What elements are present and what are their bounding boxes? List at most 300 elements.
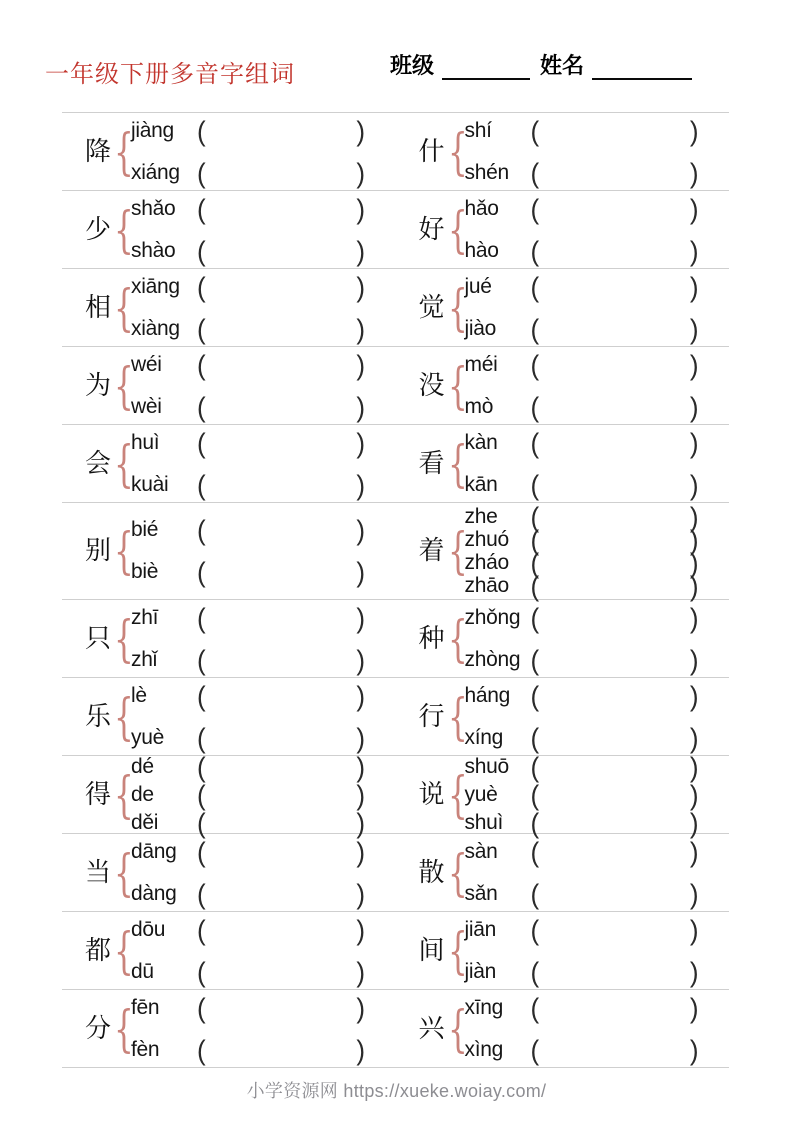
open-paren-icon: ( [530,270,540,303]
pinyin-reading: dōu [131,917,166,941]
close-paren-icon: ) [356,234,365,267]
worksheet-cell-right [396,678,730,755]
pinyin-reading: fèn [131,1037,160,1061]
hanzi-character: 为 [85,370,112,400]
close-paren-icon: ) [689,877,699,910]
readings-group [464,835,699,910]
open-paren-icon: ( [530,679,540,712]
pinyin-reading: xìng [464,1037,503,1061]
close-paren-icon: ) [689,991,699,1024]
brace-icon: { [447,434,468,493]
pinyin-reading: jiào [464,316,496,340]
readings-group [464,426,699,501]
polyphone-entry [396,991,730,1066]
reading-line [131,721,365,754]
close-paren-icon: ) [356,913,365,946]
pinyin-reading: shǎo [131,196,176,220]
worksheet-cell-right [396,191,730,268]
readings-group [464,991,699,1066]
close-paren-icon: ) [356,514,365,546]
pinyin-reading: huì [131,430,160,454]
worksheet-row [62,112,729,190]
worksheet-cell-left [62,425,396,502]
pinyin-reading: kuài [131,472,169,496]
pinyin-reading: háng [464,683,511,707]
brace-icon: { [114,765,134,824]
reading-line [464,270,699,303]
pinyin-reading: xīng [464,995,503,1019]
readings-group [464,679,699,754]
pinyin-reading: zháo [464,550,509,574]
polyphone-entry [62,514,396,588]
polyphone-entry [396,679,730,754]
pinyin-reading: zhe [464,504,498,528]
worksheet-row [62,833,729,911]
pinyin-reading: de [131,782,154,806]
hanzi-character: 种 [418,623,445,653]
polyphone-entry [62,192,396,267]
polyphone-entry [62,348,396,423]
open-paren-icon: ( [197,835,206,868]
brace-icon: { [447,356,468,415]
reading-line [131,601,365,634]
reading-line [131,426,365,459]
open-paren-icon: ( [530,778,540,811]
close-paren-icon: ) [689,806,699,839]
reading-line [131,312,365,345]
open-paren-icon: ( [530,955,540,988]
reading-line [464,312,699,345]
open-paren-icon: ( [197,468,206,501]
readings-group [131,348,365,423]
class-label: 班级 [390,53,435,78]
close-paren-icon: ) [689,348,699,381]
polyphone-entry [62,679,396,754]
worksheet-header [0,0,793,112]
close-paren-icon: ) [689,546,699,579]
pinyin-reading: shuì [464,810,503,834]
hanzi-character: 间 [418,935,445,965]
open-paren-icon: ( [197,1033,206,1066]
pinyin-reading: dàng [131,881,177,905]
readings-group [131,913,365,988]
close-paren-icon: ) [689,721,699,754]
hanzi-character: 着 [418,536,445,565]
name-label: 姓名 [540,53,585,78]
pinyin-reading: dū [131,959,154,983]
worksheet-row [62,599,729,677]
reading-line [464,192,699,225]
footer-site-credit: 小学资源网 https://xueke.woiay.com/ [246,1081,547,1101]
reading-line [464,390,699,423]
reading-line [464,348,699,381]
reading-line [464,500,699,533]
polyphone-entry [396,192,730,267]
pinyin-reading: zhǐ [131,647,157,671]
open-paren-icon: ( [197,234,206,267]
polyphone-entry [396,500,730,602]
pinyin-reading: jué [464,274,492,298]
close-paren-icon: ) [689,778,699,811]
open-paren-icon: ( [530,806,540,839]
pinyin-reading: mò [464,394,494,418]
brace-icon: { [447,609,468,668]
polyphone-entry [396,114,730,189]
reading-line [131,390,365,423]
close-paren-icon: ) [356,679,365,712]
hanzi-character: 会 [85,448,112,478]
reading-line [464,523,699,556]
worksheet-cell-right [396,347,730,424]
close-paren-icon: ) [689,192,699,225]
reading-line [131,234,365,267]
close-paren-icon: ) [356,806,365,839]
close-paren-icon: ) [356,750,365,783]
open-paren-icon: ( [197,877,206,910]
reading-line [464,426,699,459]
open-paren-icon: ( [530,426,540,459]
polyphone-entry [62,835,396,910]
hanzi-character: 行 [418,701,445,731]
reading-line [131,468,365,501]
open-paren-icon: ( [530,991,540,1024]
open-paren-icon: ( [197,913,206,946]
polyphone-entry [62,114,396,189]
brace-icon: { [447,278,468,337]
close-paren-icon: ) [356,556,365,588]
student-info-fields [390,52,692,80]
worksheet-row [62,500,729,602]
close-paren-icon: ) [356,1033,365,1066]
reading-line [131,679,365,712]
brace-icon: { [114,999,134,1058]
close-paren-icon: ) [689,426,699,459]
reading-line [131,806,365,839]
hanzi-character: 什 [418,136,445,166]
readings-group [131,514,365,588]
worksheet-row [62,268,729,346]
pinyin-reading: zhāo [464,573,509,597]
close-paren-icon: ) [356,877,365,910]
open-paren-icon: ( [530,234,540,267]
reading-line [131,192,365,225]
open-paren-icon: ( [197,991,206,1024]
reading-line [131,348,365,381]
worksheet-cell-left [62,678,396,755]
close-paren-icon: ) [356,778,365,811]
brace-icon: { [447,999,468,1058]
polyphone-entry [396,348,730,423]
hanzi-character: 说 [418,779,445,809]
pinyin-reading: méi [464,352,498,376]
reading-line [464,750,699,783]
polyphone-entry [396,913,730,988]
open-paren-icon: ( [197,679,206,712]
readings-group [131,679,365,754]
pinyin-reading: bié [131,518,159,541]
brace-icon: { [114,609,134,668]
close-paren-icon: ) [689,523,699,556]
hanzi-character: 降 [85,136,112,166]
worksheet-cell-right [396,750,730,839]
close-paren-icon: ) [689,156,699,189]
open-paren-icon: ( [530,192,540,225]
close-paren-icon: ) [689,643,699,676]
brace-icon: { [447,122,468,181]
brace-icon: { [447,843,468,902]
pinyin-reading: hào [464,238,499,262]
brace-icon: { [447,765,468,824]
close-paren-icon: ) [689,601,699,634]
polyphone-entry [396,426,730,501]
pinyin-reading: yuè [131,725,164,749]
worksheet-cell-left [62,912,396,989]
open-paren-icon: ( [197,514,206,546]
pinyin-reading: wéi [131,352,162,376]
reading-line [464,913,699,946]
readings-group [464,192,699,267]
reading-line [464,546,699,579]
pinyin-reading: sàn [464,839,498,863]
polyphone-entry [62,270,396,345]
pinyin-reading: yuè [464,782,498,806]
close-paren-icon: ) [356,114,365,147]
close-paren-icon: ) [356,270,365,303]
readings-group [131,426,365,501]
close-paren-icon: ) [356,468,365,501]
hanzi-character: 散 [418,857,445,887]
reading-line [464,679,699,712]
reading-line [464,778,699,811]
readings-group [464,500,699,602]
pinyin-reading: jiàn [464,959,496,983]
readings-group [131,835,365,910]
worksheet-cell-left [62,834,396,911]
pinyin-reading: zhuó [464,527,509,551]
worksheet-cell-left [62,113,396,190]
readings-group [131,270,365,345]
worksheet-row [62,346,729,424]
open-paren-icon: ( [530,877,540,910]
open-paren-icon: ( [530,390,540,423]
open-paren-icon: ( [530,601,540,634]
pinyin-reading: dāng [131,839,177,863]
worksheet-row [62,989,729,1067]
open-paren-icon: ( [530,569,540,602]
reading-line [464,601,699,634]
open-paren-icon: ( [197,390,206,423]
worksheet-cell-left [62,750,396,839]
open-paren-icon: ( [197,778,206,811]
pinyin-reading: jiān [464,917,496,941]
reading-line [464,806,699,839]
polyphone-entry [396,750,730,839]
pinyin-reading: xíng [464,725,503,749]
reading-line [131,156,365,189]
pinyin-reading: shuō [464,754,509,778]
close-paren-icon: ) [356,991,365,1024]
reading-line [131,750,365,783]
worksheet-cell-left [62,600,396,677]
close-paren-icon: ) [689,955,699,988]
readings-group [131,991,365,1066]
worksheet-row [62,750,729,839]
open-paren-icon: ( [197,114,206,147]
close-paren-icon: ) [356,426,365,459]
close-paren-icon: ) [689,750,699,783]
close-paren-icon: ) [356,390,365,423]
brace-icon: { [447,200,468,259]
pinyin-reading: jiàng [131,118,174,142]
polyphone-entry [62,991,396,1066]
brace-icon: { [114,356,134,415]
close-paren-icon: ) [689,468,699,501]
pinyin-reading: shí [464,118,492,142]
open-paren-icon: ( [197,192,206,225]
readings-group [464,913,699,988]
close-paren-icon: ) [689,390,699,423]
pinyin-reading: xiáng [131,160,180,184]
reading-line [464,1033,699,1066]
open-paren-icon: ( [530,312,540,345]
reading-line [131,514,365,546]
close-paren-icon: ) [689,1033,699,1066]
hanzi-character: 少 [85,214,112,244]
pinyin-reading: hǎo [464,196,499,220]
close-paren-icon: ) [689,679,699,712]
worksheet-cell-right [396,113,730,190]
close-paren-icon: ) [689,270,699,303]
polyphone-entry [62,426,396,501]
hanzi-character: 得 [85,779,112,809]
pinyin-reading: zhǒng [464,605,521,629]
pinyin-reading: zhī [131,605,159,629]
reading-line [464,643,699,676]
worksheet-cell-left [62,269,396,346]
worksheet-cell-right [396,269,730,346]
close-paren-icon: ) [689,913,699,946]
hanzi-character: 觉 [418,292,445,322]
open-paren-icon: ( [530,546,540,579]
worksheet-row [62,190,729,268]
polyphone-entry [396,835,730,910]
close-paren-icon: ) [356,955,365,988]
open-paren-icon: ( [197,806,206,839]
close-paren-icon: ) [689,234,699,267]
open-paren-icon: ( [197,643,206,676]
reading-line [464,569,699,602]
open-paren-icon: ( [197,556,206,588]
reading-line [464,955,699,988]
open-paren-icon: ( [530,114,540,147]
readings-group [464,601,699,676]
close-paren-icon: ) [689,500,699,533]
open-paren-icon: ( [530,348,540,381]
pinyin-reading: zhòng [464,647,521,671]
brace-icon: { [447,921,468,980]
polyphone-entry [62,750,396,839]
close-paren-icon: ) [689,569,699,602]
open-paren-icon: ( [530,750,540,783]
reading-line [131,955,365,988]
pinyin-reading: děi [131,810,159,834]
pinyin-reading: biè [131,560,159,583]
open-paren-icon: ( [530,523,540,556]
brace-icon: { [114,434,134,493]
reading-line [131,556,365,588]
close-paren-icon: ) [689,835,699,868]
hanzi-character: 乐 [85,701,112,731]
worksheet-cell-right [396,600,730,677]
reading-line [131,778,365,811]
brace-icon: { [114,522,134,580]
reading-line [464,234,699,267]
reading-line [131,643,365,676]
brace-icon: { [114,843,134,902]
worksheet-row [62,677,729,755]
worksheet-row [62,424,729,502]
brace-icon: { [114,921,134,980]
brace-icon: { [114,278,134,337]
open-paren-icon: ( [530,468,540,501]
worksheet-cell-right [396,500,730,602]
close-paren-icon: ) [356,192,365,225]
hanzi-character: 好 [418,214,445,244]
reading-line [464,835,699,868]
brace-icon: { [114,122,134,181]
reading-line [464,877,699,910]
reading-line [464,721,699,754]
open-paren-icon: ( [197,348,206,381]
pinyin-reading: kàn [464,430,498,454]
open-paren-icon: ( [530,721,540,754]
reading-line [131,270,365,303]
readings-group [464,114,699,189]
reading-line [131,877,365,910]
open-paren-icon: ( [530,156,540,189]
reading-line [464,156,699,189]
worksheet-cell-right [396,912,730,989]
open-paren-icon: ( [197,426,206,459]
worksheet-cell-left [62,347,396,424]
open-paren-icon: ( [530,500,540,533]
close-paren-icon: ) [356,156,365,189]
open-paren-icon: ( [197,750,206,783]
worksheet-cell-right [396,425,730,502]
hanzi-character: 看 [418,448,445,478]
polyphone-entry [396,601,730,676]
pinyin-reading: fēn [131,995,160,1019]
pinyin-reading: kān [464,472,498,496]
close-paren-icon: ) [356,312,365,345]
pinyin-reading: xiàng [131,316,180,340]
open-paren-icon: ( [530,913,540,946]
pinyin-reading: sǎn [464,881,498,905]
open-paren-icon: ( [197,270,206,303]
worksheet-cell-right [396,990,730,1067]
reading-line [464,991,699,1024]
page-title: 一年级下册多音字组词 [45,62,295,88]
open-paren-icon: ( [197,721,206,754]
hanzi-character: 没 [418,370,445,400]
readings-group [464,750,699,839]
class-blank-line [442,56,530,80]
polyphone-entry [62,913,396,988]
hanzi-character: 相 [85,292,112,322]
name-blank-line [592,56,692,80]
reading-line [131,1033,365,1066]
hanzi-character: 都 [85,935,112,965]
